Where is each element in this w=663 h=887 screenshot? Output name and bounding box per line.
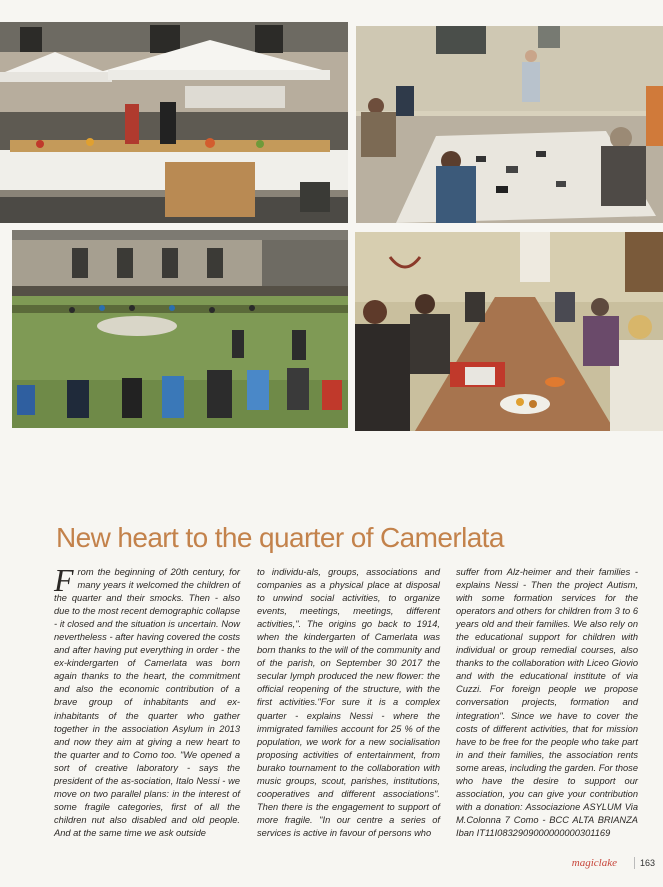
photo-group-circle-indoors xyxy=(356,26,663,223)
article-headline: New heart to the quarter of Camerlata xyxy=(56,522,504,553)
page-number: 163 xyxy=(639,858,655,868)
photo-table-gathering xyxy=(355,232,663,431)
column-1-text: rom the beginning of 20th century, for many years it welcomed the children of the quarter and their smocks. Then - also due to the most recent demographic collapse - it closed and the situation is uncertain. Now nevertheless - after having covered the costs and after having put everything in order - the ex-kindergarten of Camerlata was born again thanks to the heart, the commitment and also the economic contribution of a brave group of inhabitants and ex-inhabitants of the quarter who gather together in the association Asylum in 2013 and now they aim at giving a new heart to the quarter and to Como too. "We opened a sort of creative laboratory - says the president of the as-sociation, Italo Nessi - we move on two parallel plans: in the interest of some fragile categories, first of all the children nut also disabled and old people. And at the same time we ask outside xyxy=(54,567,240,838)
magazine-brand: magiclake xyxy=(571,857,617,869)
footer-divider xyxy=(634,857,635,869)
article-column-1 xyxy=(54,562,240,840)
article-column-2: to individu-als, groups, associations and companies as a physical place at disposal to unwind social activities, to organize events, meetings, meetings, different activities,". The origins go back to 1914, when the kindergarten of Camerlata was born thanks to the will of the community and of the parish, on September 30 2017 the secular lymph produced the new flower: the official reopening of the structure, with the first activities."For sure it is a complex quarter - explains Nessi - where the immigrated families account for 25 % of the population, we work for a new socialisation proposing activities of entertainment, from burako tournament to the collaboration with music groups, scout, parishes, institutions, cooperatives and different associations". Then there is the engagement to support of more fragile. "In our centre a series of services is active in favour of persons who xyxy=(257,567,440,838)
photo-market-tents xyxy=(0,22,348,223)
article-column-3: suffer from Alz-heimer and their families - explains Nessi - Then the project Autism, with some formation services for the operators and others for children from 3 to 6 years old and their families. We also rely on the educational support for children with individual or group remedial courses, also thanks to the collaboration with Liceo Giovio and with the educational institute of via Cuzzi. For foreign people we propose conversation projects, formation and integration". Since we have to cover the costs of different activities, that for mission have to be free for the people who take part in and their families, the association rents some areas, including the garden. For those who have the desire to support our association, you can give your contribution with a donation: Associazione ASYLUM Via M.Colonna 7 Como - BCC ALTA BRIANZA Iban IT11I0832909000000000301169 xyxy=(456,567,638,838)
photo-children-garden-circle xyxy=(12,230,348,428)
drop-cap: F xyxy=(54,562,74,598)
